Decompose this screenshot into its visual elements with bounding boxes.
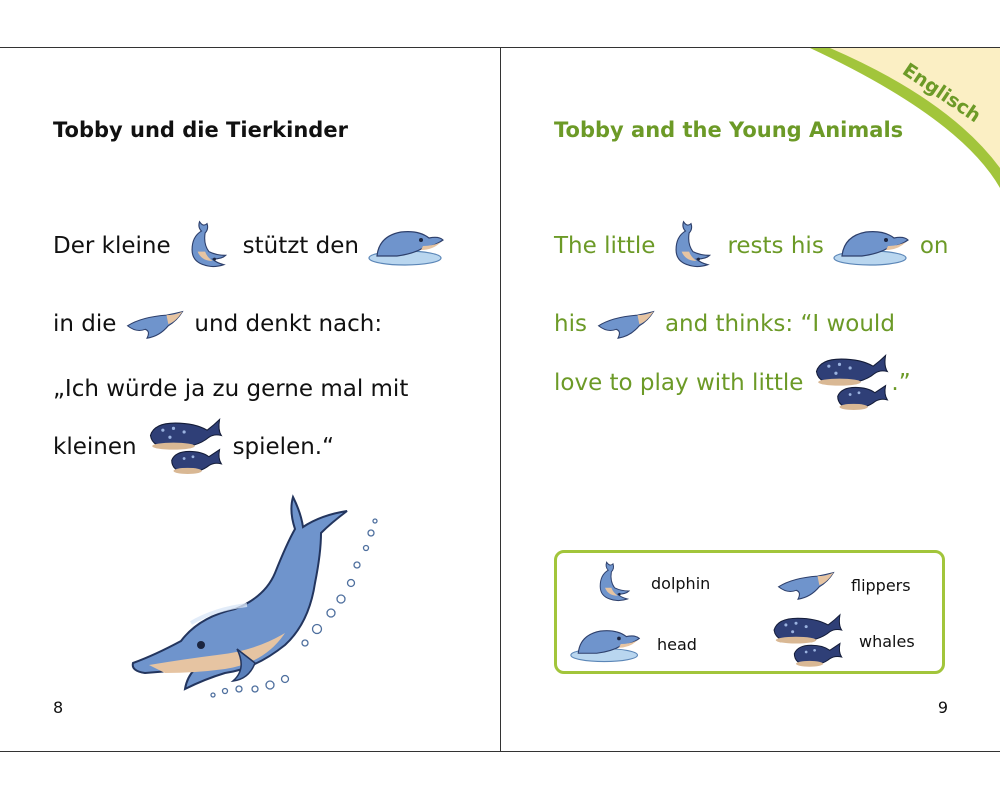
story-line: [554, 352, 911, 414]
dolphin-icon: [589, 557, 637, 609]
vocab-label: dolphin: [651, 573, 711, 593]
page-number: 9: [937, 698, 948, 717]
story-line: [554, 218, 948, 274]
page-title: Tobby und die Tierkinder: [53, 118, 348, 142]
story-text: und denkt nach:: [194, 311, 383, 337]
vocab-label: flippers: [851, 575, 911, 595]
dolphin-icon: [179, 218, 235, 274]
story-text: in die: [53, 311, 117, 337]
page-number: 8: [53, 698, 64, 717]
story-text: his: [554, 311, 587, 337]
story-line: [53, 306, 382, 342]
whales-icon: [811, 352, 891, 414]
story-line: [53, 218, 455, 274]
dolphin-icon: [663, 218, 719, 274]
story-text: .”: [891, 370, 911, 396]
vocab-item-dolphin: [589, 557, 710, 609]
flippers-icon: [595, 306, 657, 342]
ribbon-label: Englisch: [898, 58, 985, 128]
right-page: [500, 47, 1000, 752]
story-text: kleinen: [53, 434, 137, 460]
vocabulary-box: [554, 550, 945, 674]
story-line: [53, 416, 334, 478]
story-text: spielen.“: [232, 434, 335, 460]
story-line: [53, 376, 408, 402]
story-text: love to play with little: [554, 370, 804, 396]
story-text: The little: [554, 233, 656, 259]
vocab-item-flippers: [775, 567, 911, 603]
dolphin-illustration: [125, 493, 395, 703]
story-text: rests his: [727, 233, 824, 259]
left-page: [0, 47, 501, 752]
story-text: and thinks: “I would: [664, 311, 895, 337]
vocab-item-head: [569, 623, 697, 665]
story-line: [554, 306, 895, 342]
vocab-item-whales: [769, 611, 915, 671]
story-text: Der kleine: [53, 233, 171, 259]
vocab-label: whales: [859, 631, 915, 651]
dolphin-head-icon: [832, 224, 912, 268]
whales-icon: [769, 611, 845, 671]
story-text: „Ich würde ja zu gerne mal mit: [53, 376, 409, 402]
flippers-icon: [124, 306, 186, 342]
story-text: stützt den: [242, 233, 359, 259]
dolphin-head-icon: [367, 224, 447, 268]
whales-icon: [145, 416, 225, 478]
story-text: on: [919, 233, 949, 259]
dolphin-head-icon: [569, 623, 643, 665]
vocab-label: head: [657, 634, 697, 654]
page-title: Tobby and the Young Animals: [554, 118, 904, 142]
flippers-icon: [775, 567, 837, 603]
